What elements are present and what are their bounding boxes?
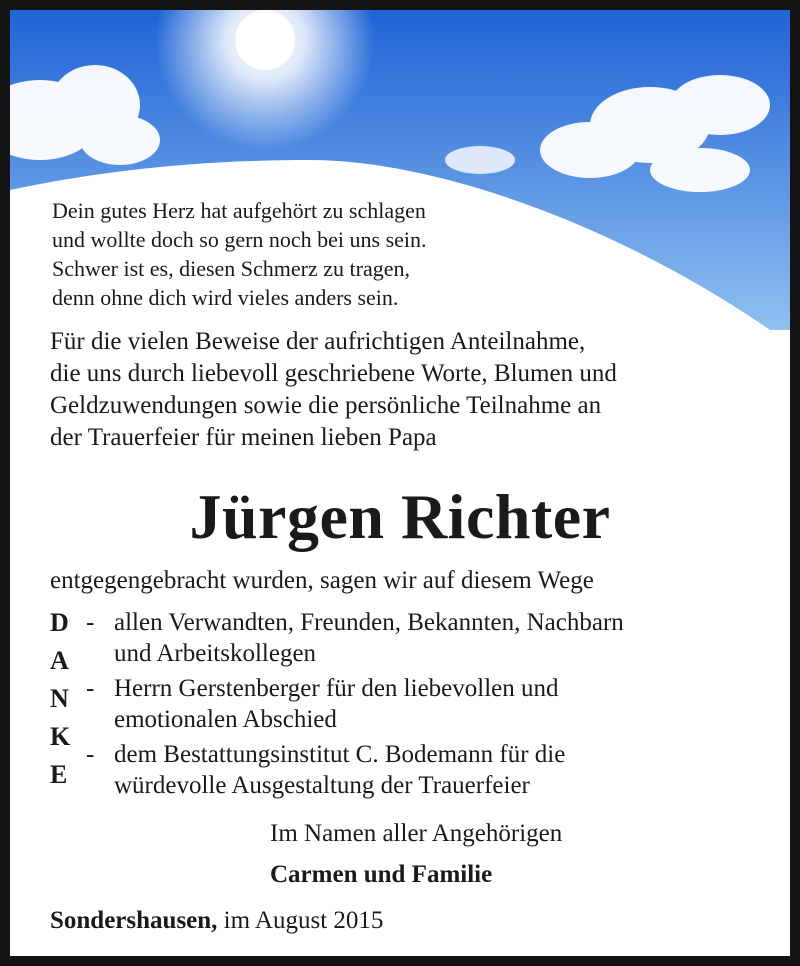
danke-letter: D	[50, 608, 69, 637]
intro-line: die uns durch liebevoll geschriebene Worte, Blumen und	[50, 360, 617, 387]
signature-on-behalf: Im Namen aller Angehörigen	[270, 820, 563, 847]
poem-line: denn ohne dich wird vieles anders sein.	[52, 285, 399, 310]
danke-letter: E	[50, 760, 68, 789]
poem-line: und wollte doch so gern noch bei uns sein.	[52, 227, 427, 252]
after-name-line: entgegengebracht wurden, sagen wir auf diesem Wege	[50, 567, 594, 594]
signature-family: Carmen und Familie	[270, 861, 493, 888]
cloud-small	[445, 146, 515, 174]
place-date-line	[50, 907, 383, 935]
bullet-dash: -	[86, 741, 95, 768]
thanks-line: dem Bestattungsinstitut C. Bodemann für die	[114, 741, 566, 768]
deceased-name: Jürgen Richter	[189, 481, 611, 552]
sky-banner	[10, 10, 790, 330]
bullet-dash: -	[86, 609, 95, 636]
bullet-dash: -	[86, 675, 95, 702]
poem-line: Dein gutes Herz hat aufgehört zu schlagen	[52, 198, 426, 223]
danke-letter: A	[50, 646, 69, 675]
intro-line: Für die vielen Beweise der aufrichtigen Anteilnahme,	[50, 328, 586, 355]
thanks-line: emotionalen Abschied	[114, 706, 337, 733]
danke-letter: N	[50, 684, 69, 713]
thanks-line: würdevolle Ausgestaltung der Trauerfeier	[114, 772, 530, 799]
thanks-line: und Arbeitskollegen	[114, 640, 317, 667]
intro-line: Geldzuwendungen sowie die persönliche Teilnahme an	[50, 392, 602, 419]
danke-letter: K	[50, 722, 71, 751]
thanks-line: allen Verwandten, Freunden, Bekannten, Nachbarn	[114, 609, 624, 636]
date-text: im August 2015	[223, 907, 384, 934]
intro-line: der Trauerfeier für meinen lieben Papa	[50, 424, 437, 451]
place: Sondershausen,	[50, 907, 218, 934]
poem-line: Schwer ist es, diesen Schmerz zu tragen,	[52, 256, 410, 281]
thanks-line: Herrn Gerstenberger für den liebevollen und	[114, 675, 559, 702]
